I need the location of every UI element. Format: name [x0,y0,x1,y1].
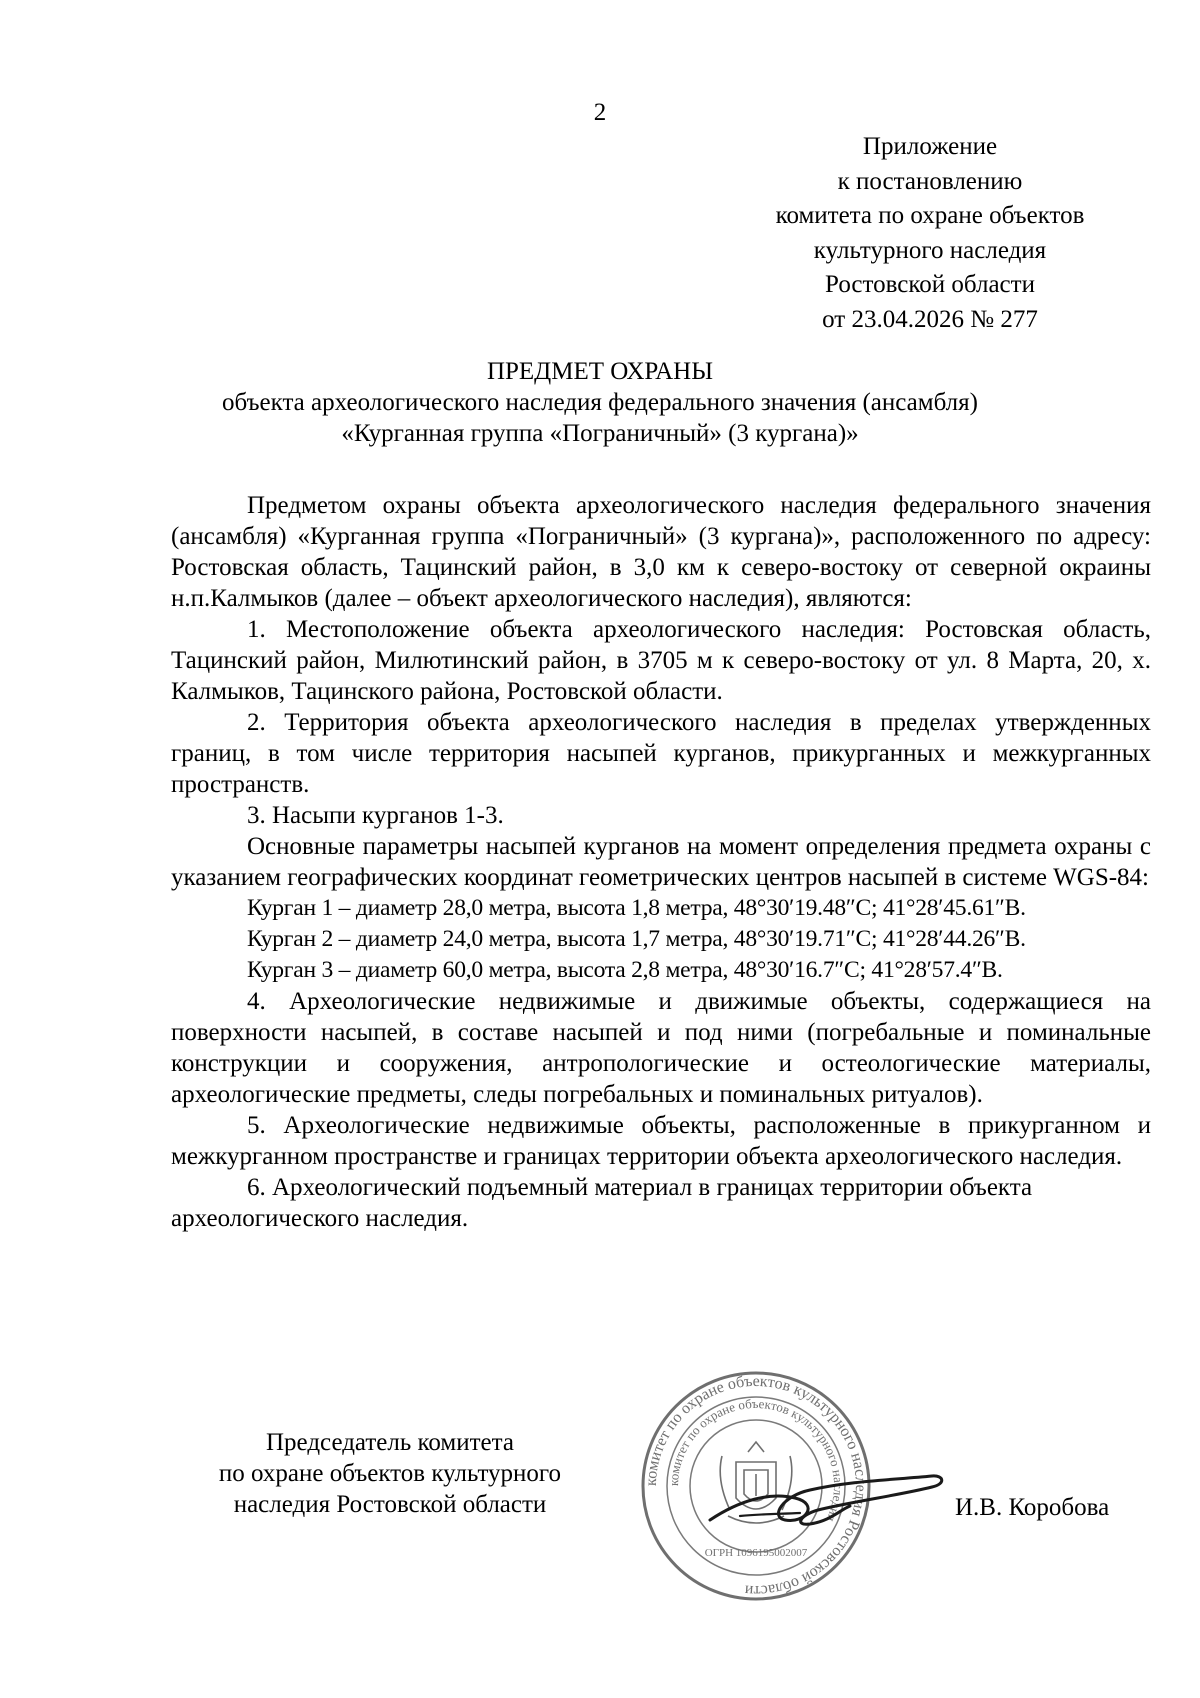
signature-icon [700,1440,950,1550]
item-objects: 4. Археологические недвижимые и движимые объекты, содержащиеся на поверхности насыпей, в составе насыпей и под ними (погребальные и поминальные конструкции и сооружения, антропологические и остеологические материалы, археологические предметы, следы погребальных и поминальных ритуалов). [171,988,1151,1108]
stamp-outer-text: комитет по охране объектов культурного наследия Ростовской области [642,1372,870,1600]
object-name: «Курганная группа «Пограничный» (3 кургана)» [341,420,859,447]
kurgan-coordinates: Курган 2 – диаметр 24,0 метра, высота 1,7 метра, 48°30′19.71″С; 41°28′44.26″В. [247,926,1026,952]
handwritten-signature [700,1440,950,1550]
item-immovable-objects: 5. Археологические недвижимые объекты, расположенные в прикурганном и межкурганном пространстве и границах территории объекта археологического наследия. [171,1112,1151,1170]
document-title: ПРЕДМЕТ ОХРАНЫ [486,358,714,385]
signer-title [180,1427,600,1520]
signer-name: И.В. Коробова [955,1494,1110,1521]
document-body [171,490,1151,1234]
appendix-line: комитета по охране объектов [775,202,1085,229]
item-location: 1. Местоположение объекта археологического наследия: Ростовская область, Тацинский район, Милютинский район, в 3705 м к северо-востоку от ул. 8 Марта, 20, х. Калмыков, Тацинского района, Ростовской области. [171,616,1151,705]
signer-title-line: наследия Ростовской области [233,1491,547,1518]
appendix-line: культурного наследия [813,236,1047,264]
appendix-line: к постановлению [837,167,1023,195]
document-subtitle: объекта археологического наследия федерального значения (ансамбля) [222,389,978,416]
page-number: 2 [593,99,607,126]
params-paragraph: Основные параметры насыпей курганов на момент определения предмета охраны с указанием географических координат геометрических центров насыпей в системе WGS-84: [171,833,1151,891]
kurgan-coordinates: Курган 1 – диаметр 28,0 метра, высота 1,8 метра, 48°30′19.48″С; 41°28′45.61″В. [247,895,1026,921]
item-mounds: 3. Насыпи курганов 1-3. [247,802,504,829]
appendix-line: Ростовской области [825,271,1035,298]
kurgan-coordinates: Курган 3 – диаметр 60,0 метра, высота 2,8 метра, 48°30′16.7″С; 41°28′57.4″В. [247,957,1003,983]
stamp-inner-text: комитет по охране объектов культурного наследия [665,1395,847,1525]
appendix-date-number: от 23.04.2026 № 277 [822,305,1038,333]
appendix-line: Приложение [862,133,998,160]
stamp-number: ОГРН 1096195002007 [704,1547,808,1559]
signer-title-line: Председатель комитета [266,1429,514,1456]
item-territory: 2. Территория объекта археологического наследия в пределах утвержденных границ, в том числе территория насыпей курганов, прикурганных и межкурганных пространств. [171,709,1151,798]
signer-title-line: по охране объектов культурного [218,1460,562,1487]
intro-paragraph: Предметом охраны объекта археологического наследия федерального значения (ансамбля) «Курганная группа «Пограничный» (3 кургана)», расположенного по адресу: Ростовская область, Тацинский район, в 3,0 км к северо-востоку от северной окраины н.п.Калмыков (далее – объект археологического наследия), являются: [171,492,1151,612]
item-surface-material: 6. Археологический подъемный материал в границах территории объекта археологического наследия. [171,1174,1033,1232]
appendix-block [740,130,1120,337]
document-heading [0,356,1200,449]
